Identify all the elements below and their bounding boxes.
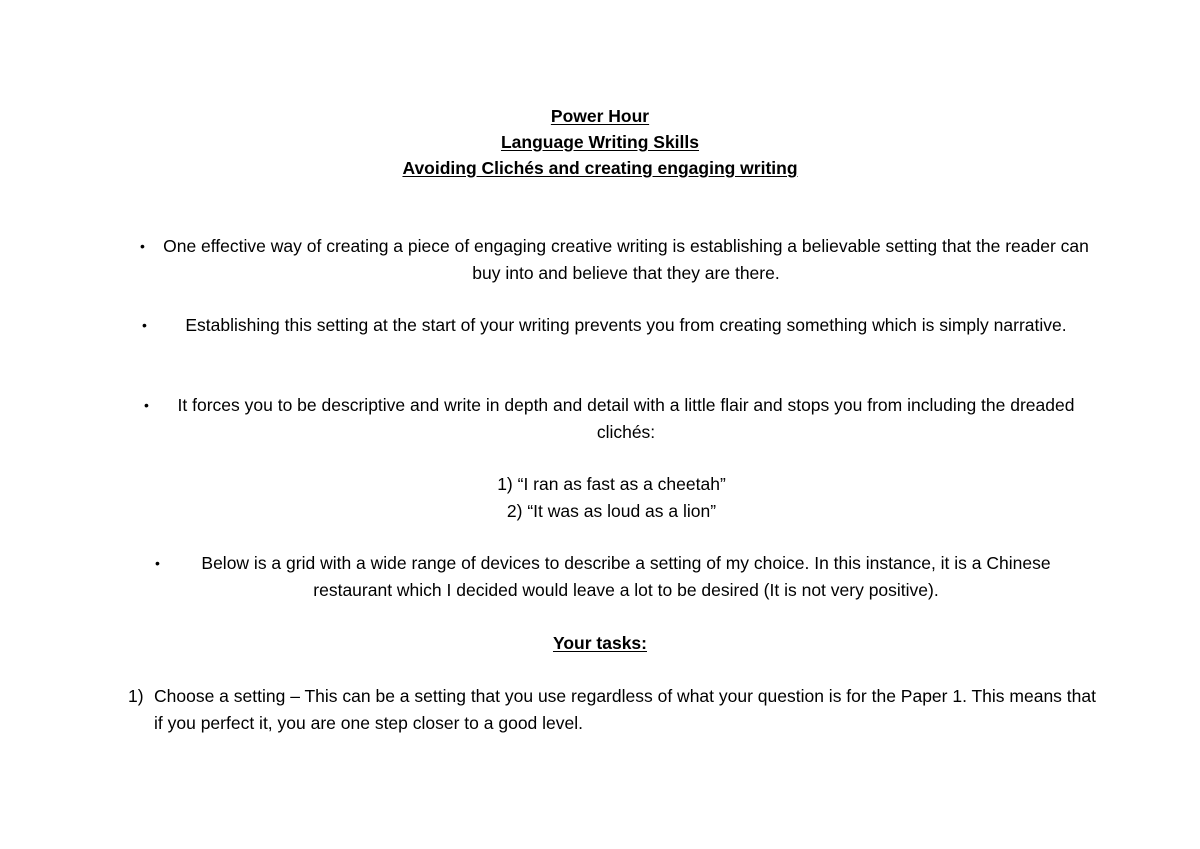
bullet-icon: •	[144, 397, 149, 413]
bullet-item-4	[155, 550, 1076, 604]
document-title	[0, 103, 1200, 181]
bullet-text: Below is a grid with a wide range of devices to describe a setting of my choice. In this instance, it is a Chinese restaurant which I decided would leave a lot to be desired (It is not very positive).	[201, 553, 1051, 600]
task-item-1	[128, 683, 1108, 737]
title-line-1: Power Hour	[550, 106, 650, 126]
bullet-icon: •	[142, 317, 147, 333]
cliche-item-2	[0, 498, 1200, 525]
bullet-text: Establishing this setting at the start of your writing prevents you from creating something which is simply narrative.	[185, 315, 1067, 335]
title-line-3: Avoiding Clichés and creating engaging writing	[402, 158, 798, 178]
bullet-icon: •	[155, 555, 160, 571]
cliche-number: 2)	[506, 501, 523, 521]
title-line-2: Language Writing Skills	[500, 132, 700, 152]
bullet-text: One effective way of creating a piece of engaging creative writing is establishing a believable setting that the reader can buy into and believe that they are there.	[163, 236, 1089, 283]
task-number: 1)	[128, 686, 144, 706]
cliche-item-1	[0, 471, 1200, 498]
bullet-icon: •	[140, 238, 145, 254]
cliche-text: “I ran as fast as a cheetah”	[517, 474, 726, 494]
tasks-heading: Your tasks:	[552, 633, 647, 653]
bullet-item-1	[140, 233, 1092, 287]
cliche-list	[0, 471, 1200, 525]
bullet-item-3	[144, 392, 1086, 446]
cliche-text: “It was as loud as a lion”	[527, 501, 717, 521]
cliche-number: 1)	[497, 474, 513, 494]
task-text: Choose a setting – This can be a setting that you use regardless of what your question is for the Paper 1. This means that if you perfect it, you are one step closer to a good level.	[154, 686, 1096, 733]
bullet-item-2	[142, 312, 1089, 339]
bullet-text: It forces you to be descriptive and write in depth and detail with a little flair and stops you from including the dreaded clichés:	[177, 395, 1075, 442]
